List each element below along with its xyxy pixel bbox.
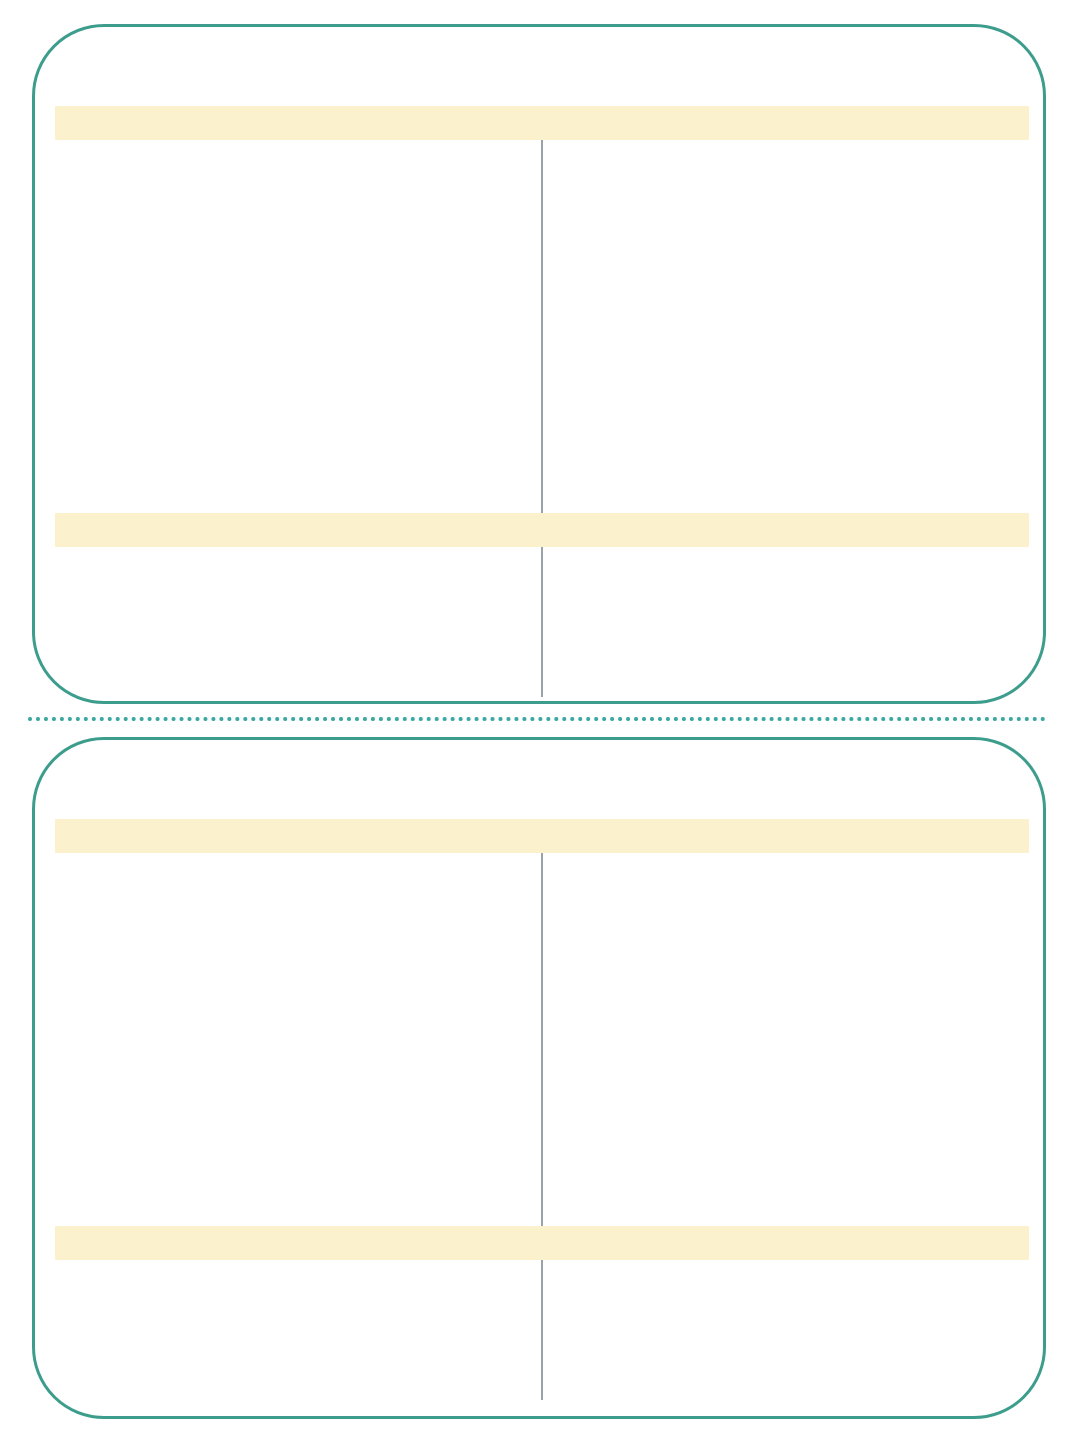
column-divider xyxy=(541,853,543,1226)
unit5-write-band xyxy=(55,819,1029,853)
morning-read-card xyxy=(32,24,1046,704)
column-divider xyxy=(541,547,543,697)
column-divider xyxy=(541,140,543,513)
dotted-cut-line xyxy=(28,717,1046,721)
evening-write-card xyxy=(32,737,1046,1419)
unit6-read-band xyxy=(55,513,1029,547)
column-divider xyxy=(541,1260,543,1400)
unit6-write-band xyxy=(55,1226,1029,1260)
unit5-read-band xyxy=(55,106,1029,140)
